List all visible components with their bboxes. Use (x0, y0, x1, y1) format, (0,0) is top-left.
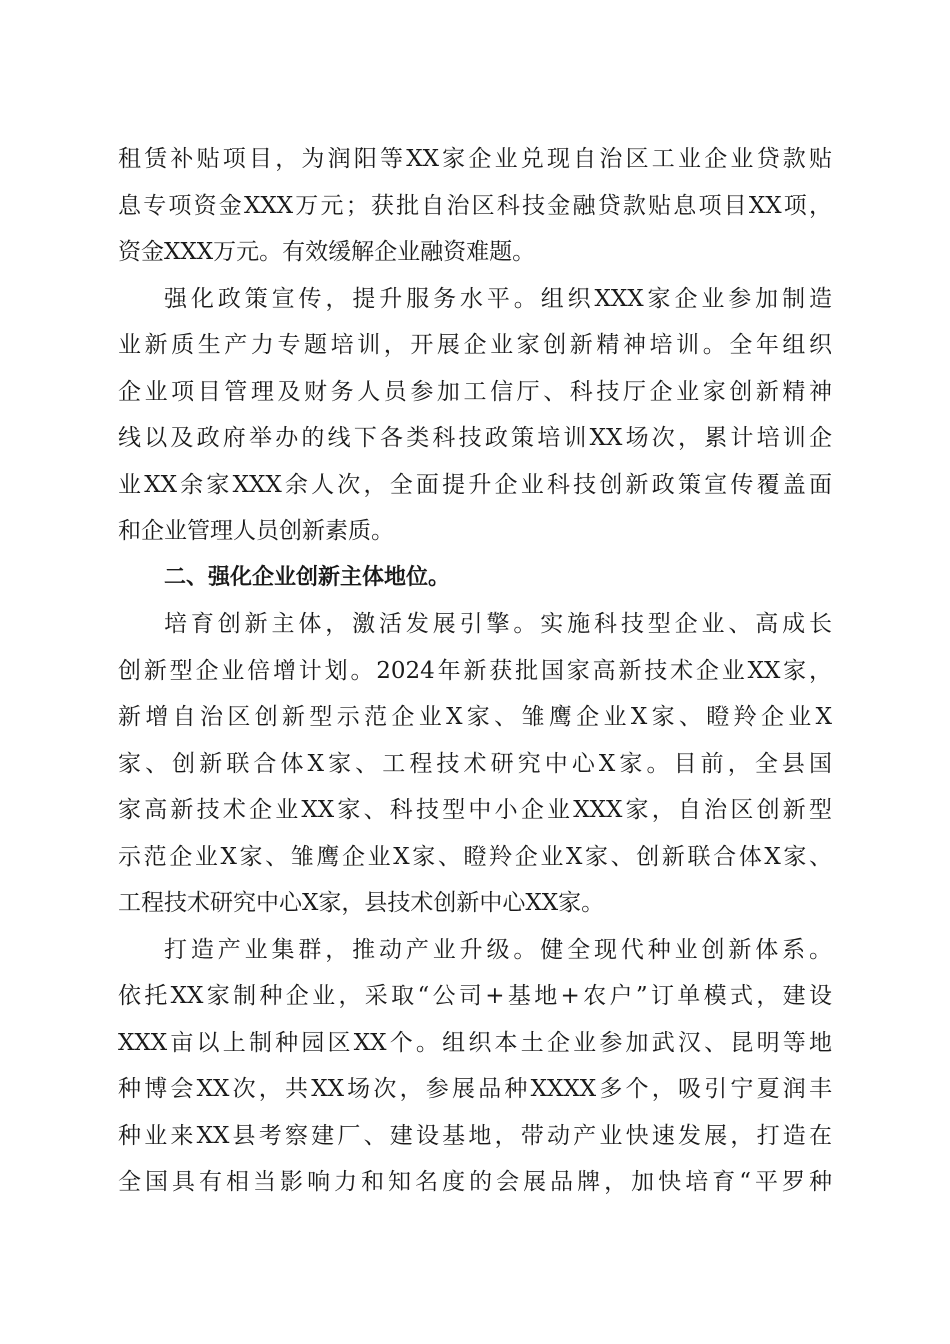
section-heading-text: 二、强化企业创新主体地位。 (164, 564, 451, 590)
paragraph-4 (118, 927, 832, 1206)
paragraph-line: 创新型企业倍增计划。2024年新获批国家高新技术企业XX家， (118, 657, 832, 684)
paragraph-line: 租赁补贴项目，为润阳等XX家企业兑现自治区工业企业贷款贴 (118, 146, 832, 172)
paragraph-line: 资金XXX万元。有效缓解企业融资难题。 (118, 239, 536, 265)
paragraph-line: 种业来XX县考察建厂、建设基地，带动产业快速发展，打造在 (118, 1122, 832, 1149)
paragraph-line: 全国具有相当影响力和知名度的会展品牌，加快培育“平罗种 (118, 1169, 832, 1195)
paragraph-line: 打造产业集群，推动产业升级。健全现代种业创新体系。 (164, 936, 832, 963)
document-body (118, 136, 832, 1206)
paragraph-line: 家、创新联合体X家、工程技术研究中心X家。目前，全县国 (118, 750, 832, 777)
paragraph-line: 企业项目管理及财务人员参加工信厅、科技厅企业家创新精神 (118, 378, 832, 405)
paragraph-line: 息专项资金XXX万元；获批自治区科技金融贷款贴息项目XX项， (118, 192, 832, 219)
paragraph-line: 依托XX家制种企业，采取“公司+基地+农户”订单模式，建设 (118, 983, 832, 1009)
paragraph-1 (118, 136, 832, 276)
paragraph-2 (118, 276, 832, 555)
paragraph-line: 强化政策宣传，提升服务水平。组织XXX家企业参加制造 (164, 285, 832, 312)
paragraph-line: 家高新技术企业XX家、科技型中小企业XXX家，自治区创新型 (118, 797, 832, 823)
paragraph-line: 培育创新主体，激活发展引擎。实施科技型企业、高成长 (164, 611, 832, 637)
paragraph-line: 新增自治区创新型示范企业X家、雏鹰企业X家、瞪羚企业X (118, 704, 832, 730)
paragraph-line: 业新质生产力专题培训，开展企业家创新精神培训。全年组织 (118, 332, 832, 358)
paragraph-line: 种博会XX次，共XX场次，参展品种XXXX多个，吸引宁夏润丰 (118, 1076, 832, 1102)
paragraph-line: 线以及政府举办的线下各类科技政策培训XX场次，累计培训企 (118, 425, 832, 451)
paragraph-line: 和企业管理人员创新素质。 (118, 518, 394, 544)
section-heading (118, 555, 832, 602)
paragraph-line: XXX亩以上制种园区XX个。组织本土企业参加武汉、昆明等地 (118, 1029, 832, 1056)
paragraph-line: 示范企业X家、雏鹰企业X家、瞪羚企业X家、创新联合体X家、 (118, 843, 832, 870)
paragraph-3 (118, 601, 832, 927)
paragraph-line: 工程技术研究中心X家，县技术创新中心XX家。 (118, 890, 605, 916)
paragraph-line: 业XX余家XXX余人次，全面提升企业科技创新政策宣传覆盖面 (118, 471, 832, 498)
